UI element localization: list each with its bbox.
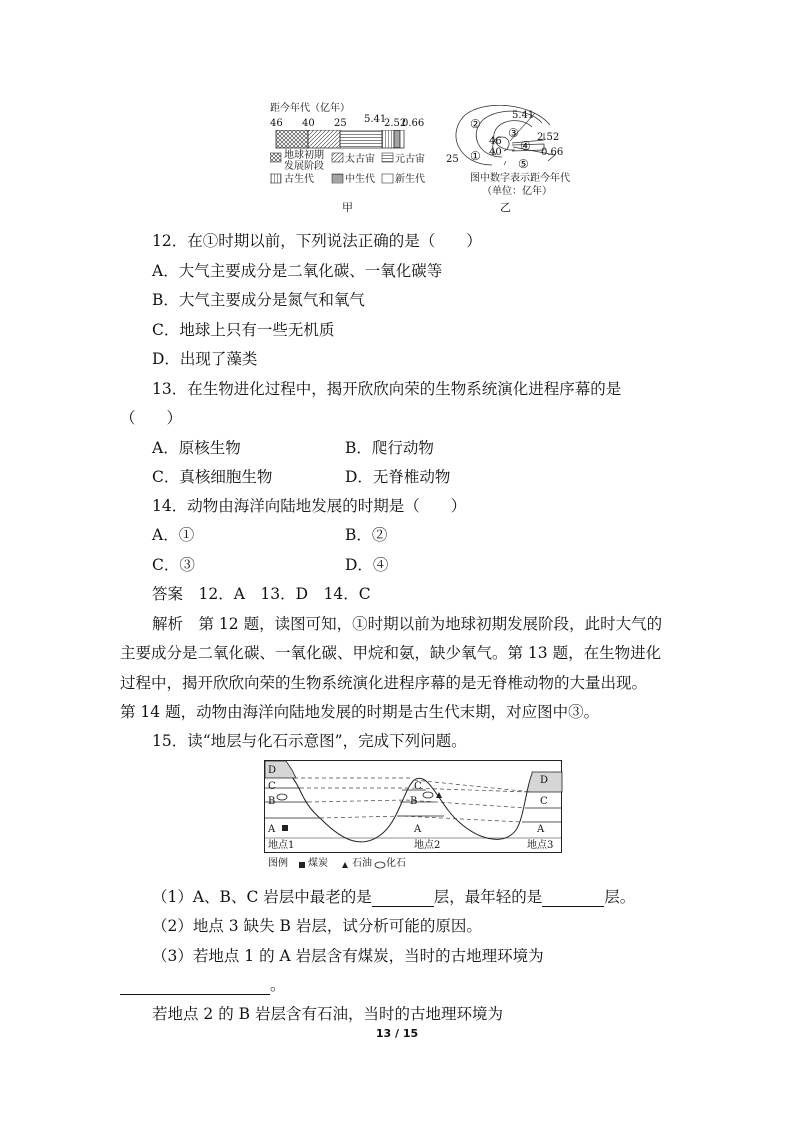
legend-fossil: 化石 <box>386 858 406 869</box>
site-label-3: 地点3 <box>527 840 554 851</box>
site-label-2: 地点2 <box>414 840 441 851</box>
q12-option-b: B．大气主要成分是氮气和氧气 <box>152 291 365 309</box>
layer-label-c: C <box>268 781 276 792</box>
q15-part3-answer: 。 <box>120 975 286 995</box>
layer-label-a: A <box>268 824 276 835</box>
circled-label: ② <box>470 117 481 131</box>
analysis-line-1: 解析 第 12 题，读图可知，①时期以前为地球初期发展阶段，此时大气的 <box>152 615 663 633</box>
q14-stem: 14．动物由海洋向陆地发展的时期是（ ） <box>152 497 467 515</box>
legend-cenozoic: 新生代 <box>395 174 425 185</box>
spiral-number: 0.66 <box>541 147 564 158</box>
q13-stem: 13．在生物进化过程中，揭开欣欣向荣的生物系统演化进程序幕的是 <box>152 380 622 398</box>
spiral-number: 46 <box>489 136 502 147</box>
tick-label: 5.41 <box>364 114 387 125</box>
q13-option-d: D．无脊椎动物 <box>345 468 451 486</box>
q13-option-a: A．原核生物 <box>152 439 241 457</box>
q12-option-c: C．地球上只有一些无机质 <box>152 321 335 339</box>
legend-paleozoic: 古生代 <box>284 174 314 185</box>
q14-option-b: B．② <box>345 526 388 544</box>
analysis-line-2: 主要成分是二氧化碳、一氧化碳、甲烷和氨，缺少氧气。第 13 题，在生物进化 <box>120 644 662 662</box>
layer-label-c: C <box>414 781 422 792</box>
layer-label-b: B <box>410 796 418 807</box>
spiral-number: 5.41 <box>512 110 535 121</box>
circled-label: ③ <box>508 126 519 140</box>
q12-stem: 12．在①时期以前，下列说法正确的是（ ） <box>152 232 482 250</box>
layer-label-b: B <box>268 796 276 807</box>
spiral-number: 25 <box>446 154 459 165</box>
circled-label: ④ <box>520 139 531 153</box>
spiral-number: 40 <box>489 147 502 158</box>
figure-yi-caption: 乙 <box>500 201 511 214</box>
answer-blank[interactable] <box>372 890 434 907</box>
answer-blank[interactable] <box>542 890 604 907</box>
q15-part2: （2）地点 3 缺失 B 岩层，试分析可能的原因。 <box>152 917 482 935</box>
analysis-line-4: 第 14 题，动物由海洋向陆地发展的时期是古生代末期，对应图中③。 <box>120 703 600 721</box>
tick-label: 25 <box>334 118 347 129</box>
tick-label: 2.52 <box>384 118 407 129</box>
q13-option-c: C．真核细胞生物 <box>152 468 273 486</box>
answer-line: 答案 12．A 13．D 14．C <box>152 585 371 603</box>
tick-label: 40 <box>302 118 315 129</box>
analysis-line-3: 过程中，揭开欣欣向荣的生物系统演化进程序幕的是无脊椎动物的大量出现。 <box>120 674 648 692</box>
q13-stem-bracket: （ ） <box>120 409 183 427</box>
q12-option-a: A．大气主要成分是二氧化碳、一氧化碳等 <box>152 262 443 280</box>
legend-proterozoic: 元古宙 <box>395 154 425 165</box>
q12-option-d: D．出现了藻类 <box>152 350 258 368</box>
q15-part1: （1）A、B、C 岩层中最老的是 层，最年轻的是 层。 <box>152 888 636 906</box>
figure-yi-note: 图中数字表示距今年代 <box>470 173 570 184</box>
q14-option-d: D．④ <box>345 556 389 574</box>
q14-option-a: A．① <box>152 526 195 544</box>
tick-label: 0.66 <box>402 118 425 129</box>
q15-part4: 若地点 2 的 B 岩层含有石油，当时的古地理环境为 <box>152 1005 503 1023</box>
figure-yi-unit: （单位：亿年） <box>482 186 552 197</box>
layer-label-d: D <box>268 765 277 776</box>
tick-label: 46 <box>270 118 283 129</box>
page-number: 13 / 15 <box>375 1027 419 1040</box>
layer-label-a: A <box>537 824 545 835</box>
legend-mesozoic: 中生代 <box>345 174 375 185</box>
figure-jia-axis-title: 距今年代（亿年） <box>270 103 350 114</box>
layer-label-c: C <box>540 796 548 807</box>
legend-archean: 太古宙 <box>345 154 375 165</box>
q15-stem: 15．读“地层与化石示意图”，完成下列问题。 <box>152 732 467 750</box>
legend-coal: 煤炭 <box>308 858 328 869</box>
circled-label: ① <box>470 149 481 163</box>
q14-option-c: C．③ <box>152 556 195 574</box>
q13-option-b: B．爬行动物 <box>345 439 434 457</box>
figure-jia-caption: 甲 <box>342 201 353 214</box>
circled-label: ⑤ <box>518 157 529 171</box>
site-label-1: 地点1 <box>268 840 295 851</box>
legend-early-stage: 地球初期 发展阶段 <box>284 150 324 172</box>
spiral-number: 2.52 <box>537 132 560 143</box>
layer-label-a: A <box>414 824 422 835</box>
answer-blank[interactable] <box>120 978 270 995</box>
legend-title: 图例 <box>268 858 288 869</box>
legend-oil: 石油 <box>352 858 372 869</box>
q15-part3: （3）若地点 1 的 A 岩层含有煤炭，当时的古地理环境为 <box>152 947 544 965</box>
layer-label-d: D <box>540 775 549 786</box>
